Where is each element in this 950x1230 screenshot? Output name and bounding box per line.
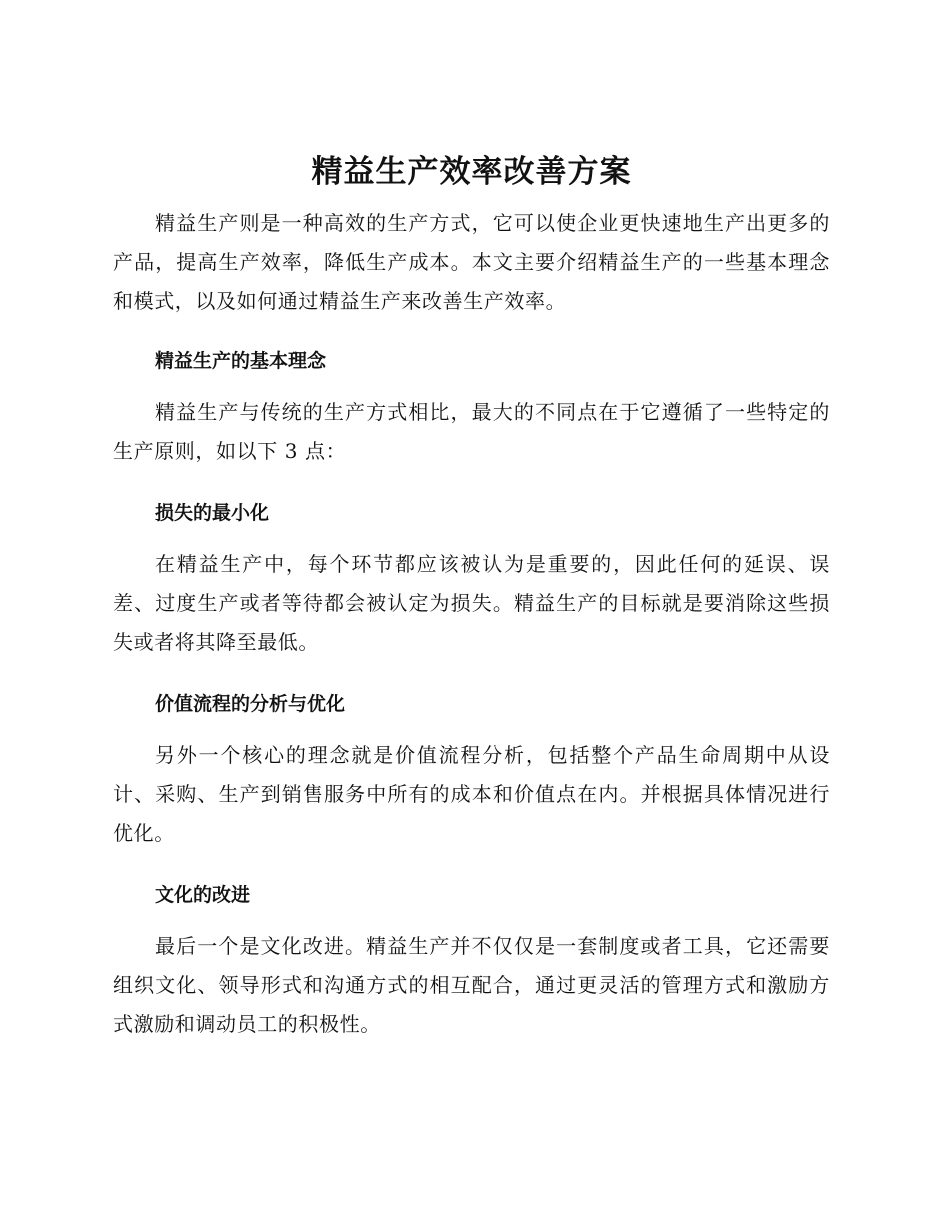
section-heading-value-stream: 价值流程的分析与优化 xyxy=(155,693,346,715)
document-title: 精益生产效率改善方案 xyxy=(311,154,632,190)
section-body-value-stream: 另外一个核心的理念就是价值流程分析，包括整个产品生命周期中从设计、采购、生产到销售服务中所有的成本和价值点在内。并根据具体情况进行优化。 xyxy=(113,743,830,845)
section-body-loss-minimization: 在精益生产中，每个环节都应该被认为是重要的，因此任何的延误、误差、过度生产或者等待都会被认定为损失。精益生产的目标就是要消除这些损失或者将其降至最低。 xyxy=(113,552,830,654)
section-heading-culture: 文化的改进 xyxy=(155,884,251,906)
intro-paragraph: 精益生产则是一种高效的生产方式，它可以使企业更快速地生产出更多的产品，提高生产效率，降低生产成本。本文主要介绍精益生产的一些基本理念和模式，以及如何通过精益生产来改善生产效率。 xyxy=(113,211,830,313)
section-body-basic-concepts: 精益生产与传统的生产方式相比，最大的不同点在于它遵循了一些特定的生产原则，如以下 3 点： xyxy=(113,400,830,463)
section-body-culture: 最后一个是文化改进。精益生产并不仅仅是一套制度或者工具，它还需要组织文化、领导形式和沟通方式的相互配合，通过更灵活的管理方式和激励方式激励和调动员工的积极性。 xyxy=(113,934,830,1036)
section-heading-loss-minimization: 损失的最小化 xyxy=(155,502,270,524)
section-heading-basic-concepts: 精益生产的基本理念 xyxy=(155,350,327,372)
